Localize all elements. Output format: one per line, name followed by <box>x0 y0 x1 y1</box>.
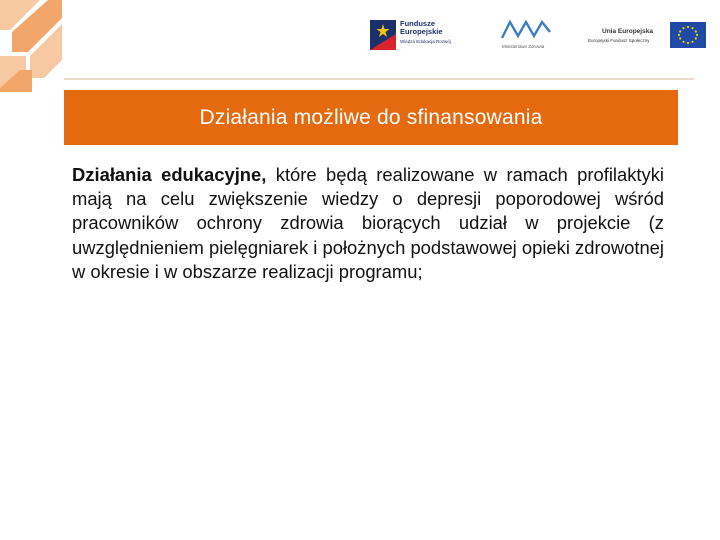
unia-europejska-logo <box>588 14 708 58</box>
mz-wave-icon <box>500 18 552 40</box>
header-divider <box>64 78 694 80</box>
fe-subtitle: Wiedza Edukacja Rozwój <box>400 39 451 44</box>
section-title: Działania możliwe do sfinansowania <box>199 105 543 129</box>
mz-caption: Ministerstwo Zdrowia <box>502 44 545 49</box>
fe-title: Fundusze Europejskie <box>400 19 443 36</box>
fe-star-flag-icon <box>370 20 396 50</box>
fundusze-europejskie-logo <box>370 14 470 58</box>
ministerstwo-zdrowia-logo <box>498 14 558 58</box>
description-text: które będą realizowane w ramach profilaktyki mają na celu zwiększenie wiedzy o depresji poporodowej wśród pracowników ochrony zdrowia biorących udział w projekcie (z uwzględnieniem pielęgniarek i położnych podstawowej opieki zdrowotnej w okresie i w obszarze realizacji programu; <box>72 164 664 282</box>
bold-lead: Działania edukacyjne, <box>72 164 267 185</box>
partner-logos <box>360 14 712 58</box>
eu-flag-icon <box>670 22 706 48</box>
section-title-banner <box>64 90 678 145</box>
ue-subtitle: Europejski Fundusz Społeczny <box>588 38 650 43</box>
description-paragraph <box>72 163 664 284</box>
decorative-corner-pattern <box>0 0 70 92</box>
ue-title: Unia Europejska <box>602 28 653 35</box>
